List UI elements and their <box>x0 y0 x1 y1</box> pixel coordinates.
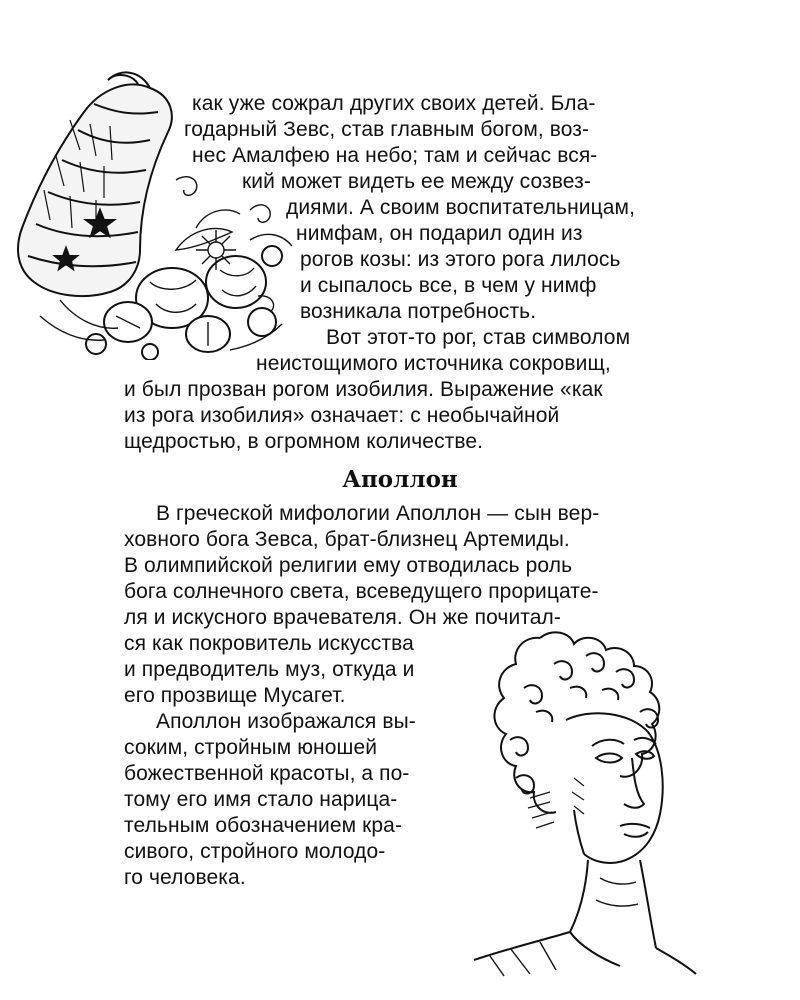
text-line: и сыпалось все, в чем у нимф <box>300 274 597 297</box>
text-line: щедростью, в огромном количестве. <box>124 430 484 453</box>
text-line: из рога изобилия» означает: с необычайной <box>124 404 560 427</box>
text-line: его прозвище Мусагет. <box>124 684 346 707</box>
text-line: соким, стройным юношей <box>124 736 378 759</box>
text-line: Вот этот-то рог, став символом <box>326 326 631 349</box>
text-line: сивого, стройного молодо- <box>124 840 386 863</box>
text-line: и предводитель муз, откуда и <box>124 658 415 681</box>
text-line: неистощимого источника сокровищ, <box>256 352 611 375</box>
text-line: Аполлон изображался вы- <box>156 710 416 733</box>
text-line: диями. А своим воспитательницам, <box>286 196 636 219</box>
text-line: го человека. <box>124 866 246 889</box>
text-line: кий может видеть ее между созвез- <box>242 170 591 193</box>
text-line: ля и искусного врачевателя. Он же почитал- <box>124 606 561 629</box>
apollo-head-illustration <box>470 628 700 978</box>
text-line: ся как покровитель искусства <box>124 632 414 655</box>
text-line: нимфам, он подарил один из <box>296 222 583 245</box>
text-line: В греческой мифологии Аполлон — сын вер- <box>156 502 600 525</box>
text-line: В олимпийской религии ему отводилась роль <box>124 554 573 577</box>
section-heading: Аполлон <box>342 466 458 493</box>
text-line: и был прозван рогом изобилия. Выражение «как <box>124 378 603 401</box>
text-line: годарный Зевс, став главным богом, воз- <box>184 118 590 141</box>
text-line: божественной красоты, а по- <box>124 762 410 785</box>
text-line: тому его имя стало нарица- <box>124 788 398 811</box>
text-line: тельным обозначением кра- <box>124 814 403 837</box>
text-line: нес Амалфею на небо; там и сейчас вся- <box>192 144 598 167</box>
text-line: рогов козы: из этого рога лилось <box>300 248 621 271</box>
text-line: ховного бога Зевса, брат-близнец Артемиды. <box>124 528 570 551</box>
text-line: бога солнечного света, всеведущего прорицате- <box>124 580 599 603</box>
text-line: как уже сожрал других своих детей. Бла- <box>192 92 596 115</box>
text-line: возникала потребность. <box>300 300 537 323</box>
